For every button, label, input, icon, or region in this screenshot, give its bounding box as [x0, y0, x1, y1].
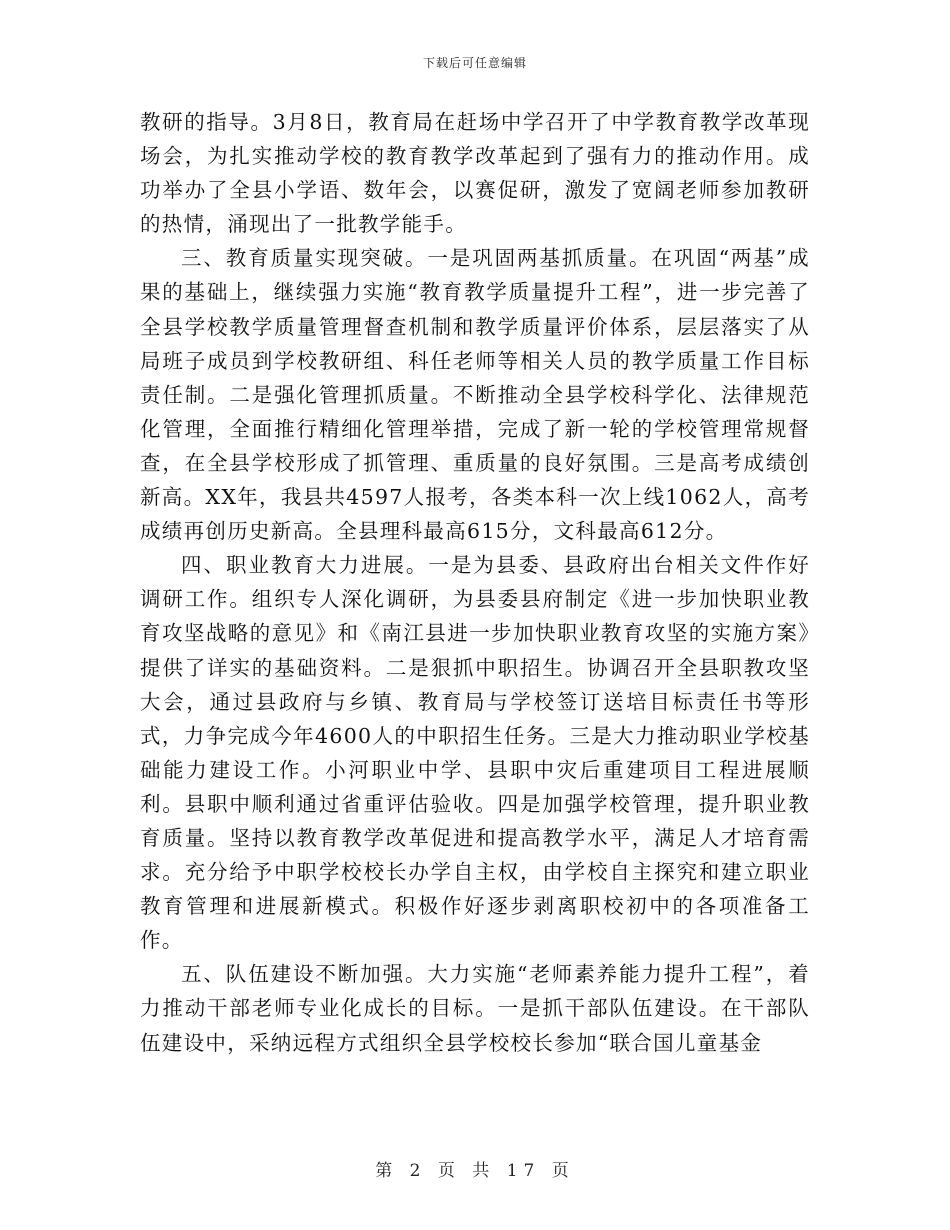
paragraph-1: 教研的指导。3月8日，教育局在赶场中学召开了中学教育教学改革现场会，为扎实推动学校的教育教学改革起到了强有力的推动作用。成功举办了全县小学语、数年会，以赛促研，激发了宽阔老师参加教研的热情，涌现出了一批教学能手。 [140, 110, 810, 237]
page-header: 下载后可任意编辑 [422, 56, 527, 70]
paragraph-4: 五、队伍建设不断加强。大力实施“老师素养能力提升工程”，着力推动干部老师专业化成长的目标。一是抓干部队伍建设。在干部队伍建设中，采纳远程方式组织全县学校校长参加“联合国儿童基金 [140, 962, 810, 1055]
paragraph-2: 三、教育质量实现突破。一是巩固两基抓质量。在巩固“两基”成果的基础上，继续强力实施“教育教学质量提升工程”，进一步完善了全县学校教学质量管理督查机制和教学质量评价体系，层层落实了从局班子成员到学校教研组、科任老师等相关人员的教学质量工作目标责任制。二是强化管理抓质量。不断推动全县学校科学化、法律规范化管理，全面推行精细化管理举措，完成了新一轮的学校管理常规督查，在全县学校形成了抓管理、重质量的良好氛围。三是高考成绩创新高。XX年，我县共4597人报考，各类本科一次上线1062人，高考成绩再创历史新高。全县理科最高615分，文科最高612分。 [140, 246, 810, 544]
document-body [140, 105, 810, 1060]
paragraph-3: 四、职业教育大力进展。一是为县委、县政府出台相关文件作好调研工作。组织专人深化调研，为县委县府制定《进一步加快职业教育攻坚战略的意见》和《南江县进一步加快职业教育攻坚的实施方案》提供了详实的基础资料。二是狠抓中职招生。协调召开全县职教攻坚大会，通过县政府与乡镇、教育局与学校签订送培目标责任书等形式，力争完成今年4600人的中职招生任务。三是大力推动职业学校基础能力建设工作。小河职业中学、县职中灾后重建项目工程进展顺利。县职中顺利通过省重评估验收。四是加强学校管理，提升职业教育质量。坚持以教育教学改革促进和提高教学水平，满足人才培育需求。充分给予中职学校校长办学自主权，由学校自主探究和建立职业教育管理和进展新模式。积极作好逐步剥离职校初中的各项准备工作。 [140, 553, 810, 953]
page-footer: 第 2 页 共 17 页 [375, 1161, 575, 1181]
